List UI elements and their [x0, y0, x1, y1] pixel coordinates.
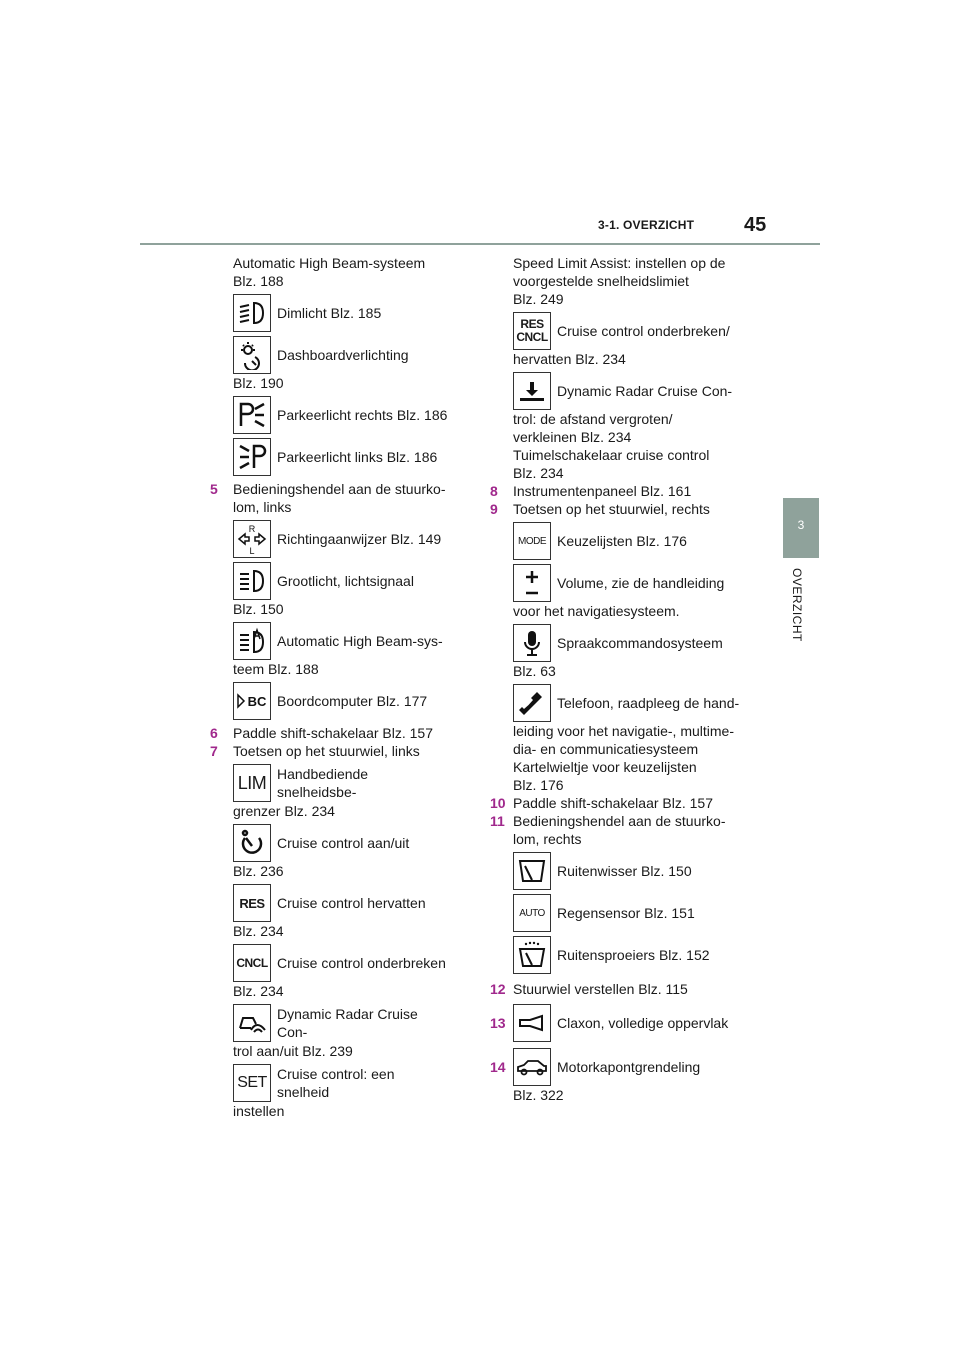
wiper-icon: [513, 852, 551, 890]
numbered-item: [490, 500, 750, 518]
header-rule: [140, 243, 820, 245]
numbered-item: [490, 1048, 750, 1086]
icon-label: Cruise control aan/uit: [277, 835, 410, 851]
item-text-continuation: lom, links: [233, 499, 292, 515]
continuation: voor het navigatiesysteem.: [513, 603, 680, 619]
icon-row: [210, 824, 450, 862]
item-number: 9: [490, 501, 498, 517]
icon-row: [210, 622, 450, 660]
resume-cancel-icon: [513, 312, 551, 350]
item-number: 10: [490, 795, 506, 811]
icon-text-auto: AUTO: [519, 907, 545, 919]
icon-label: Telefoon, raadpleeg de hand-: [557, 695, 740, 711]
chapter-number: 3: [797, 518, 805, 532]
item-text: Instrumentenpaneel Blz. 161: [513, 483, 692, 499]
icon-label: Ruitensproeiers Blz. 152: [557, 947, 710, 963]
icon-row: [210, 1064, 450, 1102]
icon-label: Grootlicht, lichtsignaal: [277, 573, 414, 589]
icon-row: [210, 764, 450, 802]
volume-icon: [513, 564, 551, 602]
phone-icon: [513, 684, 551, 722]
header-section: 3-1. OVERZICHT: [598, 218, 695, 232]
continuation: hervatten Blz. 234: [513, 351, 626, 367]
item-text: Paddle shift-schakelaar Blz. 157: [233, 725, 433, 741]
icon-label: Handbediende snelheidsbe-: [277, 766, 369, 800]
icon-label: Regensensor Blz. 151: [557, 905, 695, 921]
continuation: Blz. 176: [513, 777, 564, 793]
continuation: Blz. 234: [513, 465, 564, 481]
item-text: Paddle shift-schakelaar Blz. 157: [513, 795, 713, 811]
numbered-item: [490, 980, 750, 998]
parking-light-left-icon: [233, 438, 271, 476]
item-number: 5: [210, 481, 218, 497]
intro-line: voorgestelde snelheidslimiet: [513, 273, 689, 289]
icon-label: Richtingaanwijzer Blz. 149: [277, 531, 442, 547]
icon-label: Cruise control onderbreken/: [557, 323, 730, 339]
icon-row: [490, 936, 750, 974]
radar-cruise-icon: [233, 1004, 271, 1042]
item-number: 7: [210, 743, 218, 759]
numbered-item: [490, 812, 750, 830]
item-number: 12: [490, 981, 506, 997]
item-text: Bedieningshendel aan de stuurko-: [513, 813, 726, 829]
icon-row: [490, 624, 750, 662]
icon-label: Dynamic Radar Cruise Con-: [277, 1006, 418, 1040]
item-number: 13: [490, 1015, 506, 1031]
speed-limiter-icon: [233, 764, 271, 802]
icon-label: Cruise control: een snelheid: [277, 1066, 395, 1100]
continuation: Blz. 190: [233, 375, 284, 391]
icon-row: [490, 684, 750, 722]
icon-row: [490, 312, 750, 350]
numbered-item: [210, 742, 450, 760]
icon-row: [490, 852, 750, 890]
vehicle-distance-icon: [513, 372, 551, 410]
icon-row: [210, 336, 450, 374]
icon-label: Volume, zie de handleiding: [557, 575, 725, 591]
set-icon: [233, 1064, 271, 1102]
icon-label: Dynamic Radar Cruise Con-: [557, 383, 733, 399]
icon-label: Boordcomputer Blz. 177: [277, 693, 428, 709]
icon-label: Parkeerlicht links Blz. 186: [277, 449, 438, 465]
icon-text-cncl: CNCL: [236, 956, 268, 970]
icon-label: Automatic High Beam-sys-: [277, 633, 443, 649]
icon-row: [210, 884, 450, 922]
continuation: trol aan/uit Blz. 239: [233, 1043, 353, 1059]
icon-text-bc: BC: [247, 694, 267, 709]
icon-text-mode: MODE: [518, 535, 546, 547]
continuation: Blz. 63: [513, 663, 556, 679]
icon-label: Motorkapontgrendeling: [557, 1059, 701, 1075]
numbered-item: [210, 480, 450, 498]
item-text-continuation: lom, rechts: [513, 831, 582, 847]
low-beam-icon: [233, 294, 271, 332]
icon-text-cncl: CNCL: [516, 330, 548, 344]
icon-row: [210, 562, 450, 600]
continuation: Blz. 234: [233, 923, 284, 939]
continuation: grenzer Blz. 234: [233, 803, 335, 819]
item-text: Toetsen op het stuurwiel, links: [233, 743, 420, 759]
horn-icon: [513, 1004, 551, 1042]
item-number: 11: [490, 813, 505, 829]
icon-text-res: RES: [520, 317, 544, 331]
icon-letter-l: L: [249, 546, 255, 555]
parking-light-right-icon: [233, 396, 271, 434]
intro-line: Automatic High Beam-systeem: [233, 255, 426, 271]
high-beam-icon: [233, 562, 271, 600]
icon-label: Spraakcommandosysteem: [557, 635, 723, 651]
resume-icon: [233, 884, 271, 922]
icon-row: [210, 294, 450, 332]
icon-row: [210, 1004, 450, 1042]
item-number: 8: [490, 483, 498, 499]
cancel-icon: [233, 944, 271, 982]
left-column: [210, 254, 450, 1120]
icon-row: [490, 372, 750, 410]
turn-signal-icon: [233, 520, 271, 558]
numbered-item: [490, 794, 750, 812]
icon-row: [490, 564, 750, 602]
item-text: Bedieningshendel aan de stuurko-: [233, 481, 446, 497]
microphone-icon: [513, 624, 551, 662]
trip-computer-icon: [233, 682, 271, 720]
icon-label: Keuzelijsten Blz. 176: [557, 533, 687, 549]
icon-text-lim: LIM: [237, 772, 267, 793]
continuation: Blz. 234: [233, 983, 284, 999]
hood-release-icon: [513, 1048, 551, 1086]
continuation: Tuimelschakelaar cruise control: [513, 447, 710, 463]
rain-sensor-icon: [513, 894, 551, 932]
continuation: trol: de afstand vergroten/: [513, 411, 673, 427]
intro-line: Blz. 249: [513, 291, 564, 307]
icon-row: [210, 520, 450, 558]
icon-label: Ruitenwisser Blz. 150: [557, 863, 692, 879]
continuation: Blz. 236: [233, 863, 284, 879]
icon-label: Dashboardverlichting: [277, 347, 409, 363]
dashboard-light-icon: [233, 336, 271, 374]
item-text: Stuurwiel verstellen Blz. 115: [513, 981, 688, 997]
cruise-control-icon: [233, 824, 271, 862]
icon-row: [210, 682, 450, 720]
icon-row: [490, 522, 750, 560]
icon-label: Dimlicht Blz. 185: [277, 305, 382, 321]
icon-text-set: SET: [237, 1074, 267, 1091]
icon-row: [210, 396, 450, 434]
continuation: verkleinen Blz. 234: [513, 429, 632, 445]
icon-label: Cruise control hervatten: [277, 895, 426, 911]
continuation: leiding voor het navigatie-, multime-: [513, 723, 734, 739]
icon-row: [210, 944, 450, 982]
icon-text-res: RES: [239, 895, 265, 911]
auto-high-beam-icon: [233, 622, 271, 660]
numbered-item: [490, 482, 750, 500]
intro-line: Speed Limit Assist: instellen op de: [513, 255, 726, 271]
intro-line: Blz. 188: [233, 273, 284, 289]
icon-letter-r: R: [248, 524, 256, 534]
item-number: 14: [490, 1059, 506, 1075]
numbered-item: [210, 724, 450, 742]
icon-label: Parkeerlicht rechts Blz. 186: [277, 407, 448, 423]
icon-label: Cruise control onderbreken: [277, 955, 446, 971]
continuation: Kartelwieltje voor keuzelijsten: [513, 759, 697, 775]
right-column: [490, 254, 750, 1104]
icon-label: Claxon, volledige oppervlak: [557, 1015, 729, 1031]
continuation: teem Blz. 188: [233, 661, 319, 677]
continuation: instellen: [233, 1103, 285, 1119]
washer-icon: [513, 936, 551, 974]
continuation: Blz. 322: [513, 1087, 564, 1103]
item-number: 6: [210, 725, 218, 741]
chapter-tab: [783, 498, 819, 558]
page-number: 45: [744, 214, 767, 236]
numbered-item: [490, 1004, 750, 1042]
chapter-label: OVERZICHT: [790, 568, 804, 642]
icon-row: [210, 438, 450, 476]
icon-row: [490, 894, 750, 932]
item-text: Toetsen op het stuurwiel, rechts: [513, 501, 710, 517]
mode-icon: [513, 522, 551, 560]
continuation: dia- en communicatiesysteem: [513, 741, 699, 757]
continuation: Blz. 150: [233, 601, 284, 617]
